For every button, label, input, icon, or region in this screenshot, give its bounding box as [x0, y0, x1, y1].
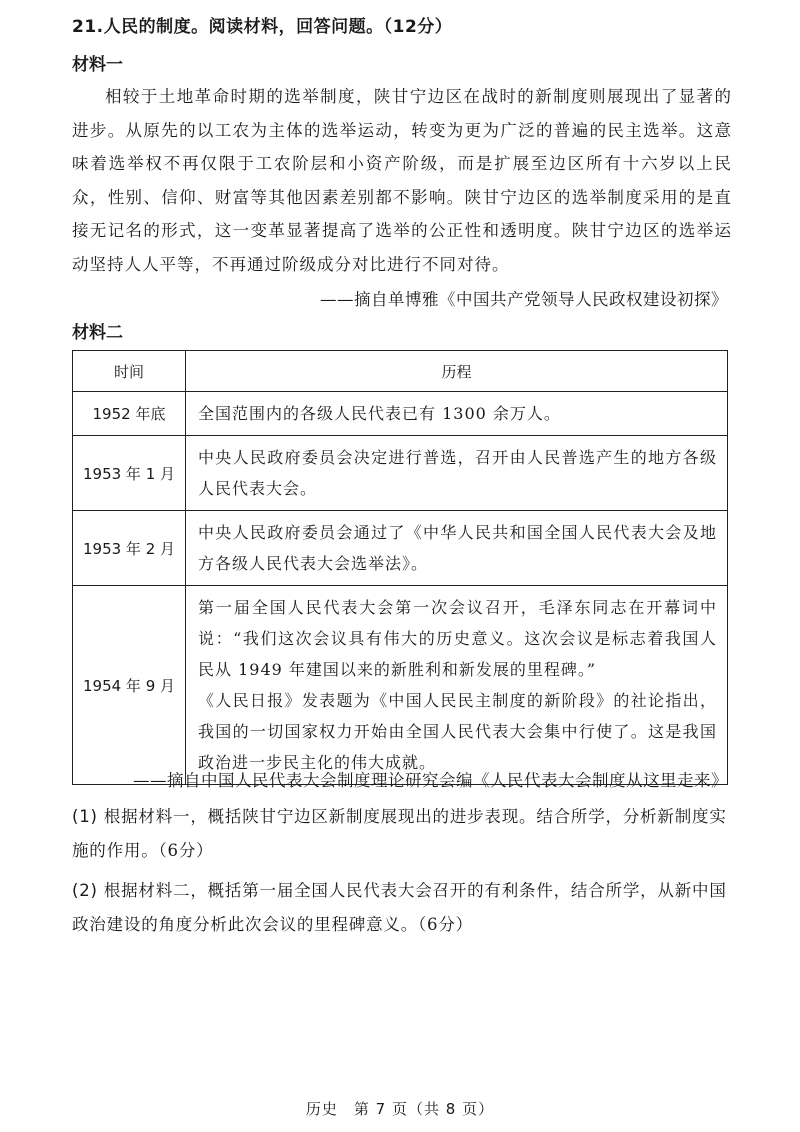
material-1-body: 相较于土地革命时期的选举制度，陕甘宁边区在战时的新制度则展现出了显著的进步。从原先的以工农为主体的选举运动，转变为更为广泛的普遍的民主选举。这意味着选举权不再仅限于工农阶层和小资产阶级，而是扩展至边区所有十六岁以上民众，性别、信仰、财富等其他因素差别都不影响。陕甘宁边区的选举制度采用的是直接无记名的形式，这一变革显著提高了选举的公正性和透明度。陕甘宁边区的选举运动坚持人人平等，不再通过阶级成分对比进行不同对待。 [72, 87, 732, 274]
sub-question-text: 根据材料二，概括第一届全国人民代表大会召开的有利条件，结合所学，从新中国政治建设的角度分析此次会议的里程碑意义。（6分） [72, 881, 727, 934]
sub-question-2 [72, 874, 740, 942]
table-header-row [73, 351, 728, 392]
table-row [73, 511, 728, 586]
event-text: 全国范围内的各级人民代表已有 1300 余万人。 [198, 404, 561, 423]
material-1-label: 材料一 [72, 55, 123, 75]
material-1-source: ——摘自单博雅《中国共产党领导人民政权建设初探》 [320, 290, 728, 309]
sub-question-1 [72, 800, 740, 868]
row-event [186, 586, 728, 785]
sub-questions [72, 800, 740, 948]
sub-question-number: (2) [72, 881, 98, 900]
table-row [73, 436, 728, 511]
page-footer: 历史 第 7 页（共 8 页） [305, 1100, 495, 1118]
material-2-label: 材料二 [72, 323, 123, 343]
event-text: 《人民日报》发表题为《中国人民民主制度的新阶段》的社论指出，我国的一切国家权力开始由全国人民代表大会集中行使了。这是我国政治进一步民主化的伟大成就。 [198, 691, 717, 772]
row-event [186, 436, 728, 511]
sub-question-number: (1) [72, 807, 98, 826]
row-time: 1953 年 1 月 [73, 436, 186, 511]
event-text: 中央人民政府委员会决定进行普选，召开由人民普选产生的地方各级人民代表大会。 [198, 448, 717, 498]
sub-question-text: 根据材料一，概括陕甘宁边区新制度展现出的进步表现。结合所学，分析新制度实施的作用。（6分） [72, 807, 727, 860]
event-text: 中央人民政府委员会通过了《中华人民共和国全国人民代表大会及地方各级人民代表大会选举法》。 [198, 523, 717, 573]
row-time: 1954 年 9 月 [73, 586, 186, 785]
table-row [73, 392, 728, 436]
row-event [186, 392, 728, 436]
material-2-source: ——摘自中国人民代表大会制度理论研究会编《人民代表大会制度从这里走来》 [133, 771, 728, 790]
header-time: 时间 [73, 351, 186, 392]
history-table [72, 350, 728, 785]
event-text: 第一届全国人民代表大会第一次会议召开，毛泽东同志在开幕词中说：“我们这次会议具有伟大的历史意义。这次会议是标志着我国人民从 1949 年建国以来的新胜利和新发展的里程碑。” [198, 598, 717, 679]
row-time: 1953 年 2 月 [73, 511, 186, 586]
row-event [186, 511, 728, 586]
header-event: 历程 [186, 351, 728, 392]
table-row [73, 586, 728, 785]
question-title: 21.人民的制度。阅读材料，回答问题。（12分） [72, 17, 453, 37]
row-time: 1952 年底 [73, 392, 186, 436]
